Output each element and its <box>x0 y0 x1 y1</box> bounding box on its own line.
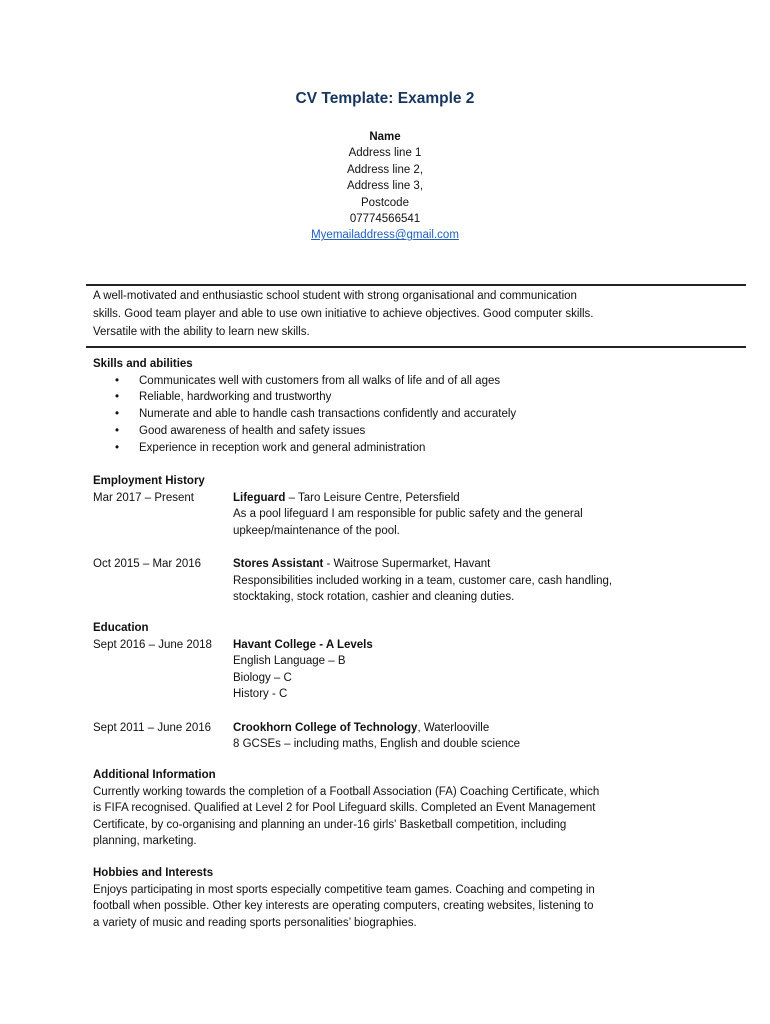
hobbies-line: football when possible. Other key interests are operating computers, creating websites, listening to <box>93 900 594 913</box>
bullet-icon: • <box>115 374 120 387</box>
address-line-2: Address line 2, <box>346 163 424 176</box>
skills-list <box>93 373 743 457</box>
hobbies-line: a variety of music and reading sports personalities’ biographies. <box>93 916 417 929</box>
candidate-name: Name <box>369 131 401 143</box>
bullet-icon: • <box>115 391 120 404</box>
job-desc-line: Responsibilities included working in a team, customer care, cash handling, <box>233 574 613 587</box>
job-role: Lifeguard <box>233 491 286 504</box>
grade-line: History - C <box>233 688 288 701</box>
additional-section <box>93 767 743 850</box>
skills-section <box>93 356 743 457</box>
email-link[interactable]: Myemailaddress@gmail.com <box>311 229 459 242</box>
skill-text: Reliable, hardworking and trustworthy <box>139 391 332 404</box>
postcode: Postcode <box>361 196 409 209</box>
job-desc-line: upkeep/maintenance of the pool. <box>233 524 400 537</box>
divider-bottom <box>86 346 746 348</box>
page-title: CV Template: Example 2 <box>295 90 475 107</box>
grade-line: 8 GCSEs – including maths, English and double science <box>233 738 521 751</box>
hobbies-heading: Hobbies and Interests <box>93 867 214 879</box>
school-name: Havant College - A Levels <box>233 638 373 651</box>
list-item <box>93 406 743 423</box>
list-item <box>93 440 743 457</box>
divider-top <box>86 284 746 286</box>
profile-line: Versatile with the ability to learn new skills. <box>93 326 310 338</box>
address-line-3: Address line 3, <box>346 180 424 193</box>
job-dates: Mar 2017 – Present <box>93 491 195 504</box>
skill-text: Numerate and able to handle cash transactions confidently and accurately <box>139 408 517 421</box>
education-dates: Sept 2016 – June 2018 <box>93 638 212 651</box>
address-line-1: Address line 1 <box>348 147 422 160</box>
job-place: – Taro Leisure Centre, Petersfield <box>285 491 460 504</box>
list-item <box>93 423 743 440</box>
job-role: Stores Assistant <box>233 557 324 570</box>
grade-line: English Language – B <box>233 655 346 668</box>
hobbies-line: Enjoys participating in most sports especially competitive team games. Coaching and competing in <box>93 883 595 896</box>
school-place: , Waterlooville <box>417 721 490 734</box>
education-section <box>93 620 743 753</box>
employment-heading: Employment History <box>93 475 205 487</box>
profile-summary <box>93 287 733 341</box>
skill-text: Experience in reception work and general administration <box>139 441 426 454</box>
job-desc-line: stocktaking, stock rotation, cashier and cleaning duties. <box>233 591 515 604</box>
contact-block <box>0 129 770 244</box>
additional-line: Currently working towards the completion of a Football Association (FA) Coaching Certificate, which <box>93 785 600 798</box>
education-entry <box>93 637 743 703</box>
skills-heading: Skills and abilities <box>93 358 193 370</box>
additional-line: planning, marketing. <box>93 835 197 848</box>
employment-section <box>93 473 743 606</box>
list-item <box>93 373 743 390</box>
additional-heading: Additional Information <box>93 769 216 781</box>
list-item <box>93 389 743 406</box>
school-name: Crookhorn College of Technology <box>233 721 418 734</box>
bullet-icon: • <box>115 441 120 454</box>
phone-number: 07774566541 <box>349 212 421 225</box>
education-dates: Sept 2011 – June 2016 <box>93 721 212 734</box>
job-desc-line: As a pool lifeguard I am responsible for public safety and the general <box>233 508 583 521</box>
skill-text: Communicates well with customers from all walks of life and of all ages <box>139 374 501 387</box>
hobbies-section <box>93 865 743 931</box>
profile-line: A well-motivated and enthusiastic school student with strong organisational and communication <box>93 290 577 302</box>
grade-line: Biology – C <box>233 671 292 684</box>
skill-text: Good awareness of health and safety issues <box>139 424 366 437</box>
job-dates: Oct 2015 – Mar 2016 <box>93 557 202 570</box>
education-heading: Education <box>93 622 149 634</box>
job-entry <box>93 556 743 606</box>
job-entry <box>93 490 743 540</box>
education-entry <box>93 720 743 753</box>
profile-line: skills. Good team player and able to use own initiative to achieve objectives. Good computer skills. <box>93 308 594 320</box>
additional-line: is FIFA recognised. Qualified at Level 2 for Pool Lifeguard skills. Completed an Event Management <box>93 802 596 815</box>
additional-line: Certificate, by co-organising and planning an under-16 girls' Basketball competition, including <box>93 818 567 831</box>
bullet-icon: • <box>115 408 120 421</box>
bullet-icon: • <box>115 424 120 437</box>
job-place: - Waitrose Supermarket, Havant <box>323 557 491 570</box>
